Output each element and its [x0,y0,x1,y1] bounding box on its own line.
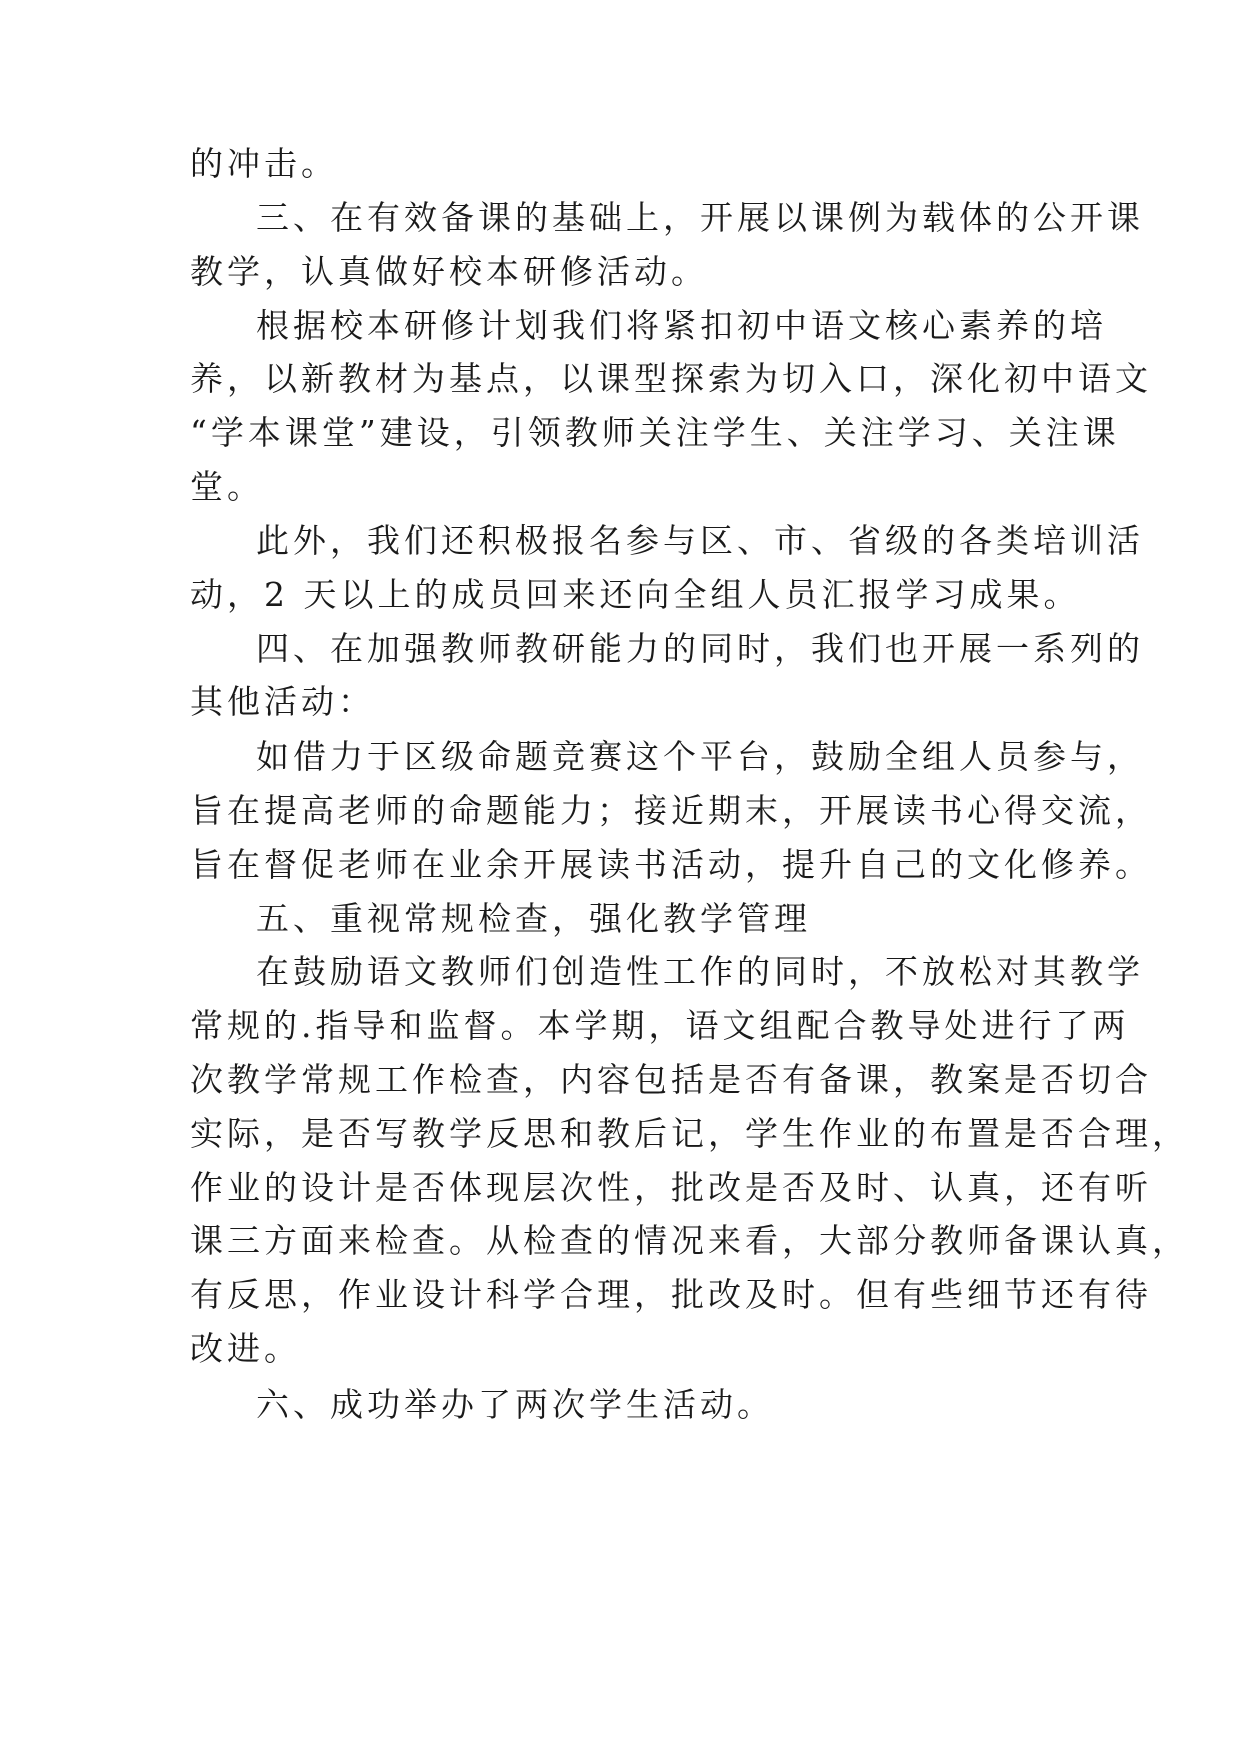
text-line: “学本课堂”建设，引领教师关注学生、关注学习、关注课 [190,413,1120,452]
text-line: 实际，是否写教学反思和教后记，学生作业的布置是否合理， [190,1114,1189,1153]
text-line: 根据校本研修计划我们将紧扣初中语文核心素养的培 [256,306,1107,345]
text-line: 作业的设计是否体现层次性，批改是否及时、认真，还有听 [190,1168,1152,1207]
text-line: 四、在加强教师教研能力的同时，我们也开展一系列的 [256,629,1144,668]
text-line: 堂。 [190,467,264,506]
text-line: 如借力于区级命题竞赛这个平台，鼓励全组人员参与， [256,737,1144,776]
text-line: 养，以新教材为基点，以课型探索为切入口，深化初中语文 [190,359,1152,398]
text-line: 此外，我们还积极报名参与区、市、省级的各类培训活 [256,521,1144,560]
text-line: 六、成功举办了两次学生活动。 [256,1385,774,1424]
text-line: 五、重视常规检查，强化教学管理 [256,899,811,938]
text-line: 三、在有效备课的基础上，开展以课例为载体的公开课 [256,198,1144,237]
text-line: 旨在督促老师在业余开展读书活动，提升自己的文化修养。 [190,845,1152,884]
text-line: 其他活动： [190,682,375,721]
text-line: 常规的.指导和监督。本学期，语文组配合教导处进行了两 [190,1006,1130,1045]
text-line: 次教学常规工作检查，内容包括是否有备课，教案是否切合 [190,1060,1152,1099]
text-line: 的冲击。 [190,144,338,183]
text-line: 在鼓励语文教师们创造性工作的同时，不放松对其教学 [256,952,1144,991]
text-line: 有反思，作业设计科学合理，批改及时。但有些细节还有待 [190,1275,1152,1314]
text-line: 教学，认真做好校本研修活动。 [190,252,708,291]
text-line: 旨在提高老师的命题能力；接近期末，开展读书心得交流， [190,791,1152,830]
text-line: 课三方面来检查。从检查的情况来看，大部分教师备课认真， [190,1221,1189,1260]
text-line: 动，2 天以上的成员回来还向全组人员汇报学习成果。 [190,575,1081,614]
text-line: 改进。 [190,1329,301,1368]
